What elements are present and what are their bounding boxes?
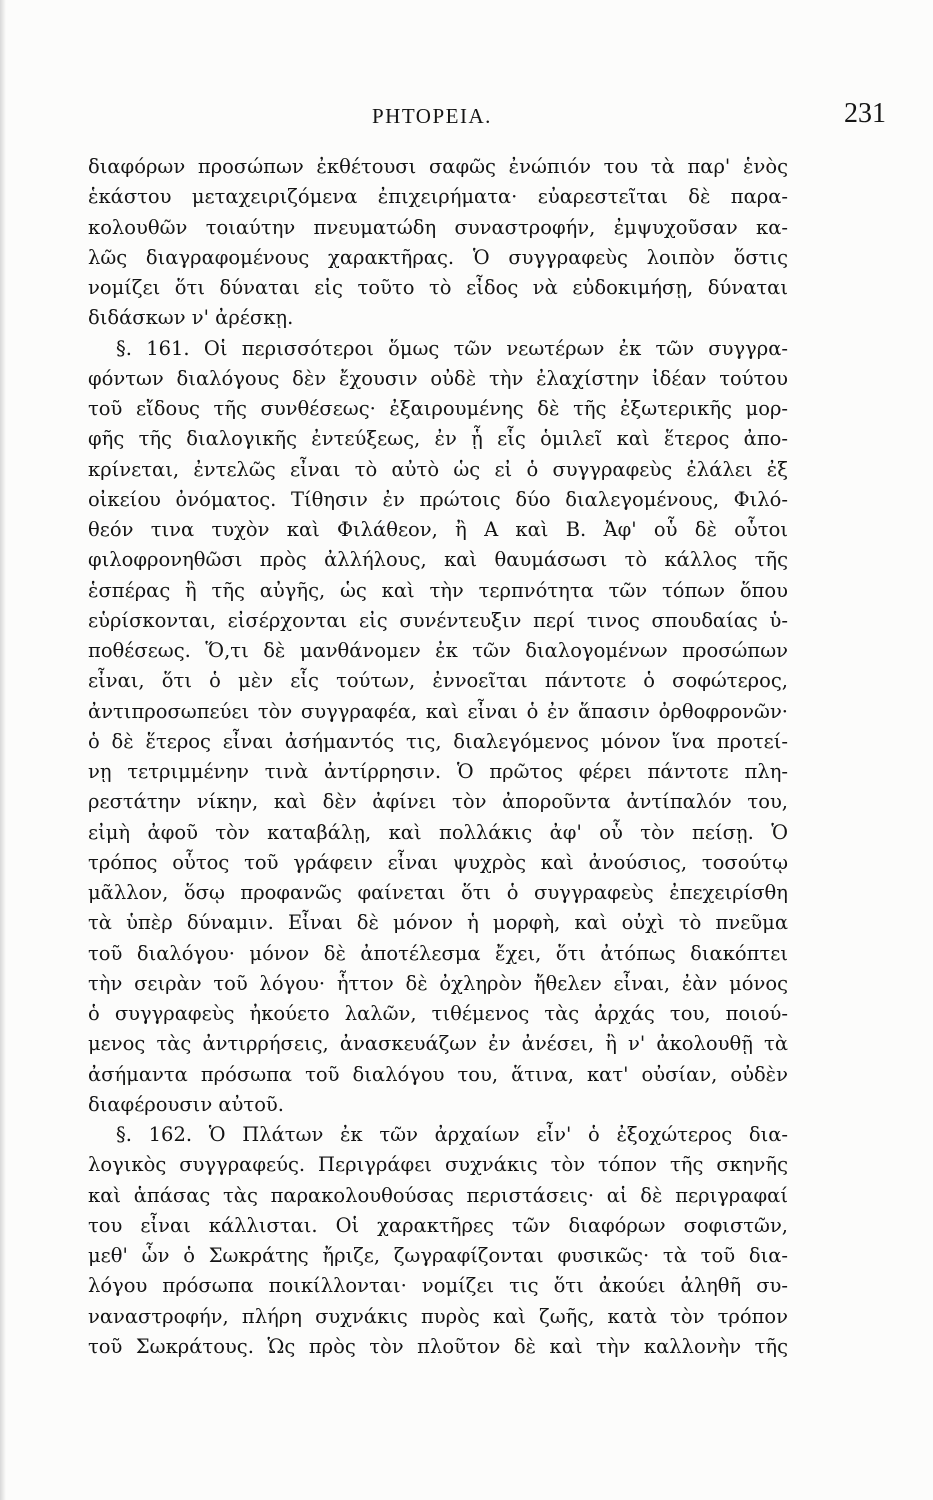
text-line: λογικὸς συγγραφεύς. Περιγράφει συχνάκις τὸν τόπον τῆς σκηνῆς: [88, 1153, 788, 1177]
text-line: §. 161. Οἱ περισσότεροι ὅμως τῶν νεωτέρων ἐκ τῶν συγγρα-: [116, 336, 788, 360]
text-line: διαφέρουσιν αὐτοῦ.: [88, 1092, 284, 1116]
body-text: [88, 152, 788, 1362]
text-line: τὴν σειρὰν τοῦ λόγου· ἧττον δὲ ὀχληρὸν ἤθελεν εἶναι, ἐὰν μόνος: [88, 971, 788, 995]
text-line: νῃ τετριμμένην τινὰ ἀντίρρησιν. Ὁ πρῶτος φέρει πάντοτε πλη-: [88, 760, 788, 783]
text-line: φιλοφρονηθῶσι πρὸς ἀλλήλους, καὶ θαυμάσωσι τὸ κάλλος τῆς: [88, 548, 788, 572]
text-line: §. 162. Ὁ Πλάτων ἐκ τῶν ἀρχαίων εἶν' ὁ ἐξοχώτερος δια-: [116, 1123, 788, 1146]
text-line: τρόπος οὗτος τοῦ γράφειν εἶναι ψυχρὸς καὶ ἀνούσιος, τοσούτῳ: [88, 850, 788, 874]
text-line: νομίζει ὅτι δύναται εἰς τοῦτο τὸ εἶδος νὰ εὐδοκιμήσῃ, δύναται: [88, 276, 788, 299]
text-line: ἑσπέρας ἢ τῆς αὐγῆς, ὡς καὶ τὴν τερπνότητα τῶν τόπων ὅπου: [88, 578, 788, 602]
text-line: ναναστροφήν, πλήρη συχνάκις πυρὸς καὶ ζωῆς, κατὰ τὸν τρόπον: [88, 1304, 788, 1328]
text-line: εὑρίσκονται, εἰσέρχονται εἰς συνέντευξιν περί τινος σπουδαίας ὑ-: [88, 608, 788, 632]
page-number: 231: [844, 98, 886, 129]
text-line: διδάσκων ν' ἀρέσκῃ.: [88, 306, 294, 330]
text-line: εἰμὴ ἀφοῦ τὸν καταβάλῃ, καὶ πολλάκις ἀφ' οὗ τὸν πείσῃ. Ὁ: [88, 820, 788, 844]
text-line: οἰκείου ὀνόματος. Τίθησιν ἐν πρώτοις δύο διαλεγομένους, Φιλό-: [88, 487, 788, 511]
text-line: μεθ' ὧν ὁ Σωκράτης ἤριζε, ζωγραφίζονται φυσικῶς· τὰ τοῦ δια-: [88, 1244, 788, 1267]
text-line: κολουθῶν τοιαύτην πνευματώδη συναστροφήν, ἐμψυχοῦσαν κα-: [88, 215, 788, 239]
text-line: ρεστάτην νίκην, καὶ δὲν ἀφίνει τὸν ἀποροῦντα ἀντίπαλόν του,: [88, 790, 788, 814]
text-line: θεόν τινα τυχὸν καὶ Φιλάθεον, ἢ Α καὶ Β. Ἀφ' οὗ δὲ οὗτοι: [88, 518, 788, 541]
text-line: τὰ ὑπὲρ δύναμιν. Εἶναι δὲ μόνον ἡ μορφὴ, καὶ οὐχὶ τὸ πνεῦμα: [88, 911, 788, 935]
text-line: ὁ δὲ ἕτερος εἶναι ἀσήμαντός τις, διαλεγόμενος μόνον ἵνα προτεί-: [88, 729, 788, 753]
text-line: φόντων διαλόγους δὲν ἔχουσιν οὐδὲ τὴν ἐλαχίστην ἰδέαν τούτου: [88, 366, 788, 390]
text-line: ἀσήμαντα πρόσωπα τοῦ διαλόγου του, ἅτινα, κατ' οὐσίαν, οὐδὲν: [88, 1062, 788, 1086]
text-line: διαφόρων προσώπων ἐκθέτουσι σαφῶς ἐνώπιόν του τὰ παρ' ἑνὸς: [88, 155, 788, 178]
text-line: ἀντιπροσωπεύει τὸν συγγραφέα, καὶ εἶναι ὁ ἐν ἅπασιν ὀρθοφρονῶν·: [88, 699, 788, 723]
text-line: ἑκάστου μεταχειριζόμενα ἐπιχειρήματα· εὐαρεστεῖται δὲ παρα-: [88, 185, 788, 209]
text-line: εἶναι, ὅτι ὁ μὲν εἷς τούτων, ἐννοεῖται πάντοτε ὁ σοφώτερος,: [88, 669, 788, 693]
text-line: μᾶλλον, ὅσῳ προφανῶς φαίνεται ὅτι ὁ συγγραφεὺς ἐπεχειρίσθη: [88, 881, 788, 904]
text-line: ὁ συγγραφεὺς ἠκούετο λαλῶν, τιθέμενος τὰς ἀρχάς του, ποιού-: [88, 1002, 788, 1025]
text-line: τοῦ Σωκράτους. Ὡς πρὸς τὸν πλοῦτον δὲ καὶ τὴν καλλονὴν τῆς: [88, 1334, 788, 1358]
text-line: καὶ ἁπάσας τὰς παρακολουθούσας περιστάσεις· αἱ δὲ περιγραφαί: [88, 1183, 788, 1207]
text-line: φῆς τῆς διαλογικῆς ἐντεύξεως, ἐν ᾗ εἷς ὁμιλεῖ καὶ ἕτερος ἀπο-: [88, 427, 788, 451]
running-head: [0, 98, 933, 138]
page-gutter-shadow: [0, 0, 6, 1500]
text-line: τοῦ διαλόγου· μόνον δὲ ἀποτέλεσμα ἔχει, ὅτι ἀτόπως διακόπτει: [88, 941, 788, 965]
running-title: ΡΗΤΟΡΕΙΑ.: [372, 104, 492, 128]
text-line: λῶς διαγραφομένους χαρακτῆρας. Ὁ συγγραφεὺς λοιπὸν ὅστις: [88, 245, 788, 269]
text-line: του εἶναι κάλλισται. Οἱ χαρακτῆρες τῶν διαφόρων σοφιστῶν,: [88, 1213, 788, 1237]
text-line: κρίνεται, ἐντελῶς εἶναι τὸ αὐτὸ ὡς εἰ ὁ συγγραφεὺς ἐλάλει ἐξ: [88, 457, 788, 481]
text-line: μενος τὰς ἀντιρρήσεις, ἀνασκευάζων ἐν ἀνέσει, ἢ ν' ἀκολουθῇ τὰ: [88, 1032, 788, 1056]
text-line: ποθέσεως. Ὅ,τι δὲ μανθάνομεν ἐκ τῶν διαλογομένων προσώπων: [88, 639, 788, 662]
text-line: τοῦ εἴδους τῆς συνθέσεως· ἐξαιρουμένης δὲ τῆς ἐξωτερικῆς μορ-: [88, 397, 788, 420]
text-line: λόγου πρόσωπα ποικίλλονται· νομίζει τις ὅτι ἀκούει ἀληθῆ συ-: [88, 1274, 788, 1298]
